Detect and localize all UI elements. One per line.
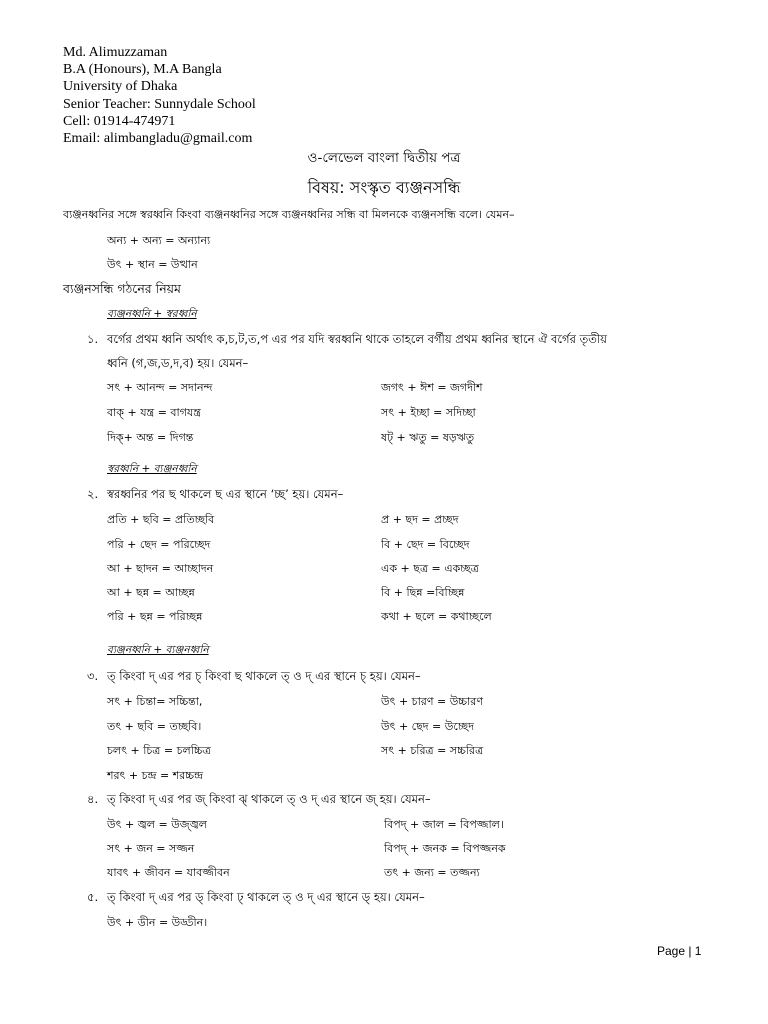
- example-left: উৎ + জ্বল = উজ্জ্বল: [107, 818, 207, 831]
- rule-text: ধ্বনি (গ,জ,ড,দ,ব) হয়। যেমন–: [107, 356, 249, 370]
- example-right: বিপদ্ + জনক = বিপজ্জনক: [384, 842, 506, 855]
- example-left: বাক্ + যন্ত্র = বাগযন্ত্র: [107, 406, 201, 419]
- page-number: Page | 1: [657, 944, 702, 958]
- example-left: সৎ + চিন্তা= সচ্চিন্তা,: [107, 695, 203, 708]
- rule-subheading: ব্যঞ্জনধ্বনি + স্বরধ্বনি: [107, 308, 197, 320]
- example-right: উৎ + চারণ = উচ্চারণ: [381, 695, 483, 708]
- example-left: পরি + ছন্ন = পরিচ্ছন্ন: [107, 610, 203, 623]
- example-right: ষট্ + ঋতু = ষড়ঋতু: [381, 431, 475, 444]
- example-left: আ + ছাদন = আচ্ছাদন: [107, 562, 214, 575]
- example-left: দিক্+ অন্ত = দিগন্ত: [107, 431, 194, 444]
- rule-subheading: ব্যঞ্জনধ্বনি + ব্যঞ্জনধ্বনি: [107, 644, 209, 656]
- author-name: Md. Alimuzzaman: [63, 45, 168, 60]
- intro-example: উৎ + স্থান = উত্থান: [107, 258, 198, 271]
- example-left: তৎ + ছবি = তচ্ছবি।: [107, 720, 202, 733]
- rule-text: ত্ কিংবা দ্ এর পর ড্ কিংবা ঢ্ থাকলে ত্ ও দ্ এর স্থানে ড্ হয়। যেমন–: [107, 890, 425, 904]
- document-subject: বিষয়: সংস্কৃত ব্যঞ্জনসন্ধি: [307, 178, 461, 197]
- example-left: পরি + ছেদ = পরিচ্ছেদ: [107, 538, 211, 551]
- example-right: উৎ + ছেদ = উচ্ছেদ: [381, 720, 474, 733]
- rule-subheading: স্বরধ্বনি + ব্যঞ্জনধ্বনি: [107, 463, 197, 475]
- author-degree: B.A (Honours), M.A Bangla: [63, 62, 222, 78]
- example-right: প্র + ছদ = প্রচ্ছদ: [381, 513, 459, 526]
- rule-number: ৩.: [87, 669, 99, 683]
- example-left: চলৎ + চিত্র = চলচ্চিত্র: [107, 744, 211, 757]
- example-left: সৎ + আনন্দ = সদানন্দ: [107, 381, 213, 394]
- example-left: আ + ছন্ন = আচ্ছন্ন: [107, 586, 195, 599]
- rule-text: ত্ কিংবা দ্ এর পর জ্ কিংবা ঝ্ থাকলে ত্ ও দ্ এর স্থানে জ্ হয়। যেমন–: [107, 792, 431, 806]
- example-right: তৎ + জন্য = তজ্জন্য: [384, 866, 480, 879]
- rule-number: ৫.: [87, 890, 99, 904]
- intro-definition: ব্যঞ্জনধ্বনির সঙ্গে স্বরধ্বনি কিংবা ব্যঞ্জনধ্বনির সঙ্গে ব্যঞ্জনধ্বনির সন্ধি বা মিলনকে ব্যঞ্জনসন্ধি বলে। যেমন–: [63, 208, 515, 221]
- rule-text: স্বরধ্বনির পর ছ থাকলে ছ এর স্থানে ‘চ্ছ’ হয়। যেমন–: [107, 487, 344, 501]
- example-right: জগৎ + ঈশ = জগদীশ: [381, 381, 483, 394]
- document-title: ও-লেভেল বাংলা দ্বিতীয় পত্র: [307, 150, 461, 166]
- example-left: সৎ + জন = সজ্জন: [107, 842, 195, 855]
- author-email: Email: alimbangladu@gmail.com: [63, 131, 253, 147]
- intro-example: অন্য + অন্য = অন্যান্য: [107, 234, 211, 247]
- section-heading: ব্যঞ্জনসন্ধি গঠনের নিয়ম: [63, 281, 181, 296]
- example-left: প্রতি + ছবি = প্রতিচ্ছবি: [107, 513, 215, 526]
- rule-number: ৪.: [87, 792, 99, 806]
- author-cell: Cell: 01914-474971: [63, 113, 176, 129]
- author-block: [63, 44, 256, 147]
- example-right: এক + ছত্র = একচ্ছত্র: [381, 562, 479, 575]
- rule-text: বর্গের প্রথম ধ্বনি অর্থাৎ ক,চ,ট,ত,প এর পর যদি স্বরধ্বনি থাকে তাহলে বর্গীয় প্রথম ধ্বনির স্থানে ঐ বর্গের তৃতীয়: [107, 332, 607, 346]
- example-right: বি + ছিন্ন =বিচ্ছিন্ন: [381, 586, 465, 599]
- author-position: Senior Teacher: Sunnydale School: [63, 96, 256, 112]
- example-right: সৎ + চরিত্র = সচ্চরিত্র: [381, 744, 484, 757]
- example-right: সৎ + ইচ্ছা = সদিচ্ছা: [381, 406, 476, 419]
- rule-number: ২.: [87, 487, 99, 501]
- rule-number: ১.: [87, 332, 99, 346]
- example-right: কথা + ছলে = কথাচ্ছলে: [381, 610, 492, 623]
- example-left: শরৎ + চন্দ্র = শরচ্চন্দ্র: [107, 769, 203, 782]
- example-right: বিপদ্ + জাল = বিপজ্জাল।: [384, 818, 504, 831]
- author-university: University of Dhaka: [63, 79, 178, 95]
- example-left: উৎ + ডীন = উড্ডীন।: [107, 916, 208, 929]
- example-left: যাবৎ + জীবন = যাবজ্জীবন: [107, 866, 230, 879]
- rule-text: ত্ কিংবা দ্ এর পর চ্ কিংবা ছ থাকলে ত্ ও দ্ এর স্থানে চ্ হয়। যেমন–: [107, 669, 421, 683]
- example-right: বি + ছেদ = বিচ্ছেদ: [381, 538, 470, 551]
